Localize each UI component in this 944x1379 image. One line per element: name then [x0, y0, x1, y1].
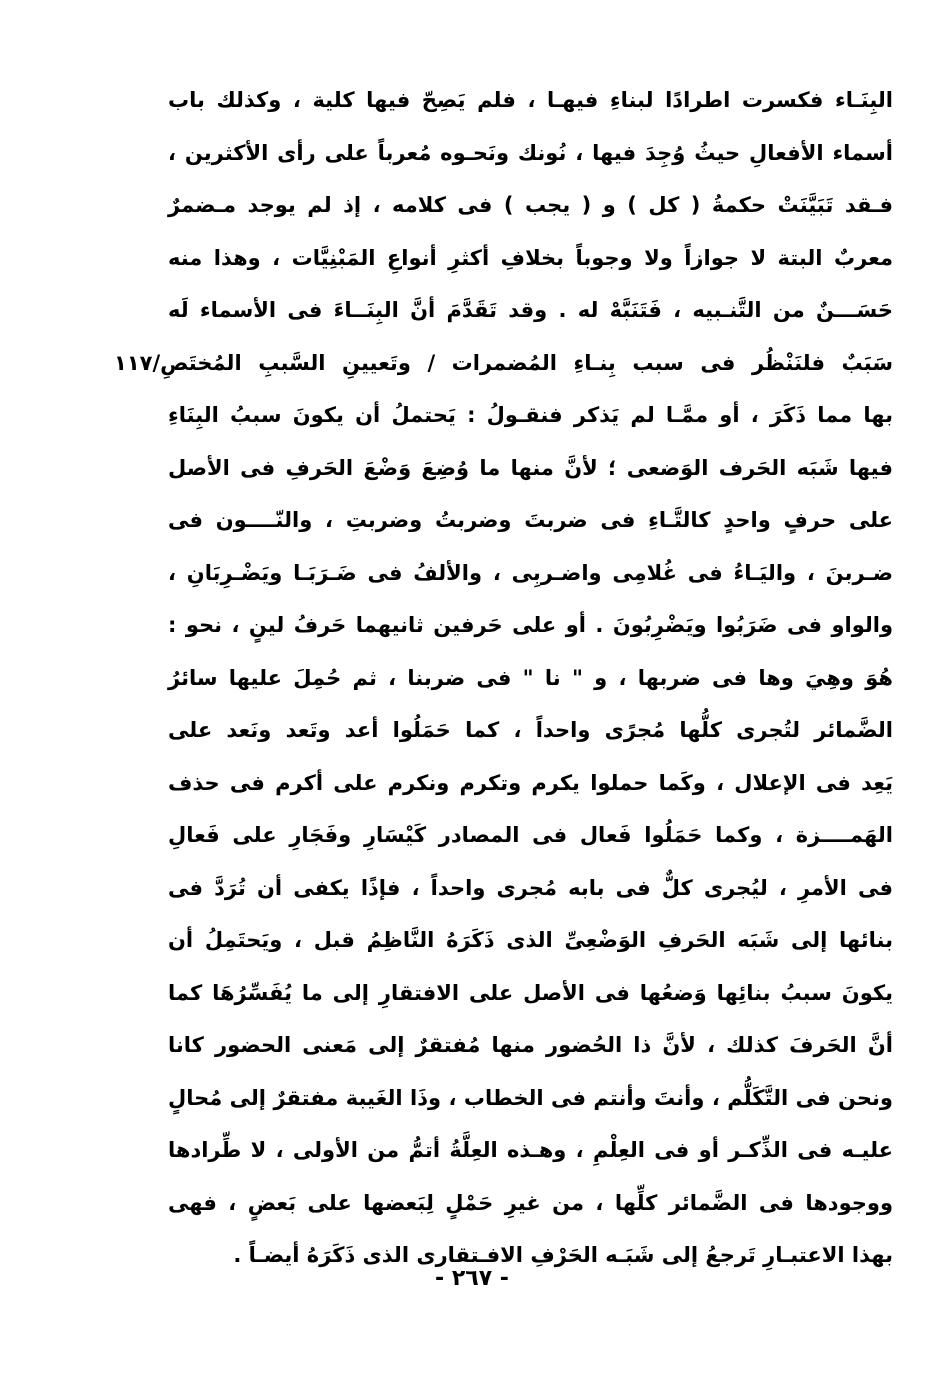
text-line: الضَّمائر لتُجرى كلُّها مُجرًى واحداً ، كما حَمَلُوا أعد وتَعد ونَعد على [168, 718, 893, 742]
text-line: البِنَـاء فكسرت اطرادًا لبناءِ فيهـا ، فلم يَصِحّ فيها كلية ، وكذلك باب [168, 88, 893, 112]
text-line: فـقد تَبَيَّنَتْ حكمةُ ( كل ) و ( يجب ) فى كلامه ، إذ لم يوجد مـضمرٌ [168, 193, 893, 217]
text-line: يكونَ سببُ بنائِها وَضعُها فى الأصل على الافتقارِ إلى ما يُفَسِّرُهَا كما [168, 980, 893, 1005]
text-line: هُوَ وهِيَ وها فى ضربها ، و " نا " فى ضربنا ، ثم حُمِلَ عليها سائرُ [168, 665, 893, 690]
text-line-with-folio-marker: سَبَبٌ فلنَنْظُر فى سبب بِنـاءِ المُضمرات / وتَعيينِ السَّببِ المُختَصِ/١١٧ [114, 350, 893, 375]
text-line: ونحن فى التَّكَلُّم ، وأنتَ وأنتم فى الخطاب ، وذَا الغَيبة مفتقرٌ إلى مُحالٍ [168, 1085, 893, 1110]
body-text [114, 74, 893, 1282]
text-line: على حرفٍ واحدٍ كالتَّـاءِ فى ضربتَ وضربتُ وضربتِ ، والنّــــون فى [168, 508, 893, 532]
text-line: ضـربنَ ، واليَـاءُ فى غُلامِى واضـربِى ، والألفُ فى ضَـرَبَـا ويَضْـرِبَانِ ، [168, 560, 893, 585]
text-line: عليـه فى الذِّكـر أو فى العِلْمِ ، وهـذه العِلَّةُ أتمُّ من الأولى ، لا طِّرادها [168, 1138, 893, 1162]
text-line: يَعِد فى الإعلال ، وكَما حملوا يكرم وتكرم ونكرم على أكرم فى حذف [168, 770, 893, 795]
text-line: والواو فى ضَرَبُوا ويَضْرِبُونَ . أو على حَرفين ثانيهما حَرفُ لينٍ ، نحو : [168, 613, 893, 637]
text-line: أنَّ الحَرفَ كذلك ، لأنَّ ذا الحُضور منها مُفتقرٌ إلى مَعنى الحضور كانا [168, 1033, 893, 1057]
text-line: بها مما ذَكَرَ ، أو ممَّـا لم يَذكر فنقـولُ : يَحتملُ أن يكونَ سببُ البِنَاءِ [168, 403, 893, 427]
text-line: بنائها إلى شَبَه الحَرفِ الوَضْعِىِّ الذى ذَكَرَهُ النَّاظِمُ قبل ، ويَحتَمِلُ أن [168, 928, 893, 952]
text-line: فيها شَبَه الحَرف الوَضعى ؛ لأنَّ منها ما وُضِعَ وَضْعَ الحَرفِ فى الأصل [168, 455, 893, 480]
page-number: - ٢٦٧ - [435, 1266, 509, 1291]
text-line: معربٌ البتة لا جوازاً ولا وجوباً بخلافِ أكثرِ أنواعِ المَبْنِيَّات ، وهذا منه [168, 245, 893, 270]
text-line: فى الأمرِ ، ليُجرى كلٌّ فى بابه مُجرى واحداً ، فإذًا يكفى أن تُرَدَّ فى [168, 875, 893, 900]
text-line: حَسَـــنٌ من التَّنـبيه ، فَتَنَبَّهْ له . وقد تَقَدَّمَ أنَّ البِنَــاءَ فى الأسماء لَه [168, 298, 893, 322]
text-line: الهَمــــزة ، وكما حَمَلُوا فَعال فى المصادر كَيْسَارِ وفَجَارِ على فَعالِ [168, 823, 893, 847]
text-line: ووجودها فى الضَّمائر كلِّها ، من غيرِ حَمْلٍ لِبَعضها على بَعضٍ ، فهى [168, 1190, 893, 1215]
text-line-last: بهذا الاعتبـارِ تَرجعُ إلى شَبَـه الحَرْفِ الافـتقارى الذى ذَكَرَهُ أيضـاً . [233, 1243, 893, 1267]
text-line: أسماء الأفعالِ حيثُ وُجِدَ فيها ، نُونك ونَحـوه مُعرباً على رأى الأكثرين ، [168, 140, 893, 165]
